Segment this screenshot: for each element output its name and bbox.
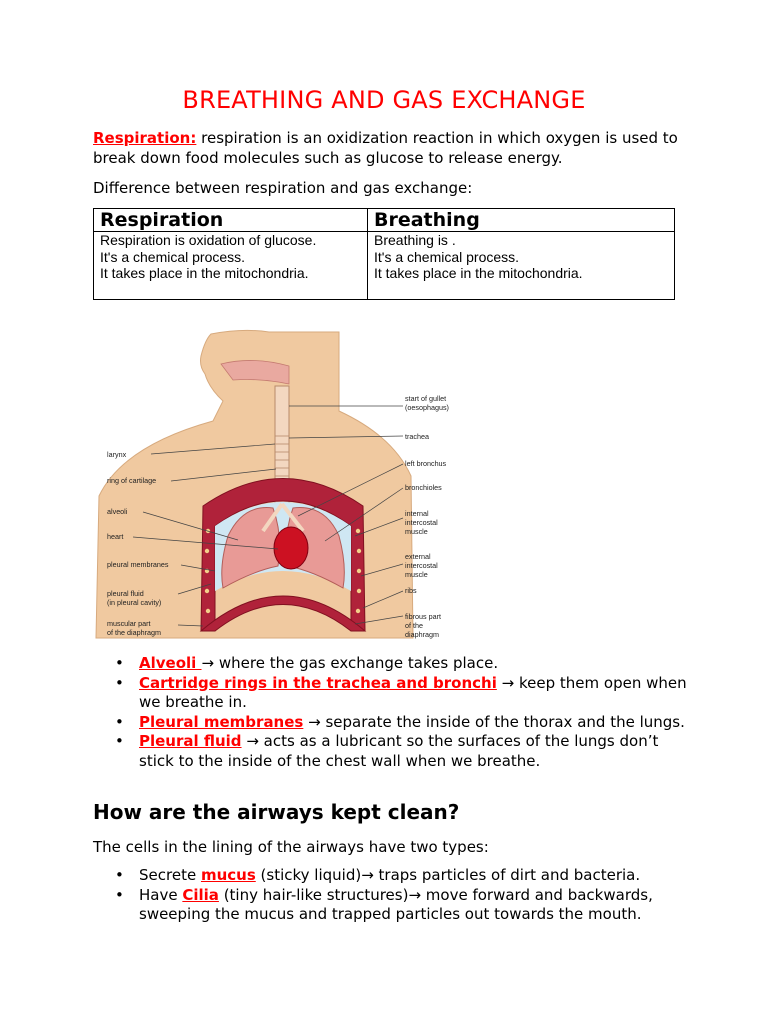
table-cell-line: Breathing is . bbox=[374, 232, 456, 248]
list-item bbox=[93, 674, 693, 713]
table-cell-line: It's a chemical process. bbox=[100, 248, 246, 265]
table-header-breathing: Breathing bbox=[368, 209, 675, 232]
bullet-dot: • bbox=[115, 885, 124, 904]
list-item bbox=[93, 866, 693, 886]
label-fibrous-part: fibrous part bbox=[405, 612, 441, 621]
section-heading: How are the airways kept clean? bbox=[93, 800, 460, 824]
label-muscle-2: muscle bbox=[405, 570, 428, 579]
table-header-respiration: Respiration bbox=[94, 209, 368, 232]
arrow-icon: → bbox=[308, 712, 321, 731]
structure-bullet-list bbox=[93, 654, 693, 772]
label-muscular-part: muscular part bbox=[107, 619, 151, 628]
list-item bbox=[93, 732, 693, 771]
label-heart: heart bbox=[107, 532, 124, 541]
label-start-of-gullet: start of gullet bbox=[405, 394, 447, 403]
bullet-text: keep them open when we breathe in. bbox=[139, 673, 687, 712]
bullet-term: Pleural fluid bbox=[139, 732, 242, 751]
arrow-icon: → bbox=[201, 654, 215, 672]
table-cell-line: It takes place in the mitochondria. bbox=[374, 265, 583, 281]
bullet-text: (sticky liquid)→ traps particles of dirt and bacteria. bbox=[255, 866, 641, 884]
label-bronchioles: bronchioles bbox=[405, 483, 442, 492]
bullet-text: (tiny hair-like structures)→ move forward and backwards, sweeping the mucus and trapped particles out towards the mouth. bbox=[139, 885, 653, 924]
list-item bbox=[93, 886, 693, 925]
intro-text: respiration is an oxidization reaction in which oxygen is used to break down food molecules such as glucose to release energy. bbox=[93, 129, 678, 167]
label-pleural-cavity: (in pleural cavity) bbox=[107, 598, 162, 607]
difference-heading: Difference between respiration and gas exchange: bbox=[93, 179, 473, 197]
section-intro: The cells in the lining of the airways have two types: bbox=[93, 838, 489, 856]
bullet-dot: • bbox=[115, 732, 124, 751]
label-internal: internal bbox=[405, 509, 429, 518]
label-alveoli: alveoli bbox=[107, 507, 128, 516]
cleaning-bullet-list bbox=[93, 866, 693, 925]
label-oesophagus: (oesophagus) bbox=[405, 403, 449, 412]
table-row bbox=[94, 232, 675, 300]
comparison-table bbox=[93, 208, 675, 300]
bullet-dot: • bbox=[115, 673, 124, 692]
bullet-term: Alveoli bbox=[139, 654, 202, 672]
bullet-term: Cartridge rings in the trachea and bronchi bbox=[139, 673, 497, 692]
label-intercostal-2: intercostal bbox=[405, 561, 438, 570]
label-pleural-membranes: pleural membranes bbox=[107, 560, 169, 569]
intro-paragraph bbox=[93, 128, 693, 168]
bullet-dot: • bbox=[115, 654, 124, 672]
label-trachea: trachea bbox=[405, 432, 429, 441]
label-ring-of-cartilage: ring of cartilage bbox=[107, 476, 157, 485]
list-item bbox=[93, 654, 693, 674]
list-item bbox=[93, 713, 693, 733]
bullet-term: mucus bbox=[200, 866, 256, 884]
label-muscle-1: muscle bbox=[405, 527, 428, 536]
label-left-bronchus: left bronchus bbox=[405, 459, 447, 468]
arrow-icon: → bbox=[246, 732, 259, 751]
table-cell-respiration bbox=[94, 232, 368, 300]
label-intercostal-1: intercostal bbox=[405, 518, 438, 527]
heart bbox=[274, 527, 308, 569]
page-title: BREATHING AND GAS EXCHANGE bbox=[182, 86, 586, 114]
label-pleural-fluid: pleural fluid bbox=[107, 589, 144, 598]
label-diaphragm: diaphragm bbox=[405, 630, 439, 639]
label-external: external bbox=[405, 552, 431, 561]
table-cell-line: It's a chemical process. bbox=[374, 248, 520, 265]
table-cell-breathing bbox=[368, 232, 675, 300]
table-cell-line: It takes place in the mitochondria. bbox=[100, 265, 309, 281]
bullet-text: where the gas exchange takes place. bbox=[214, 654, 499, 672]
bullet-text: acts as a lubricant so the surfaces of the lungs don’t stick to the inside of the chest wall when we breathe. bbox=[139, 732, 659, 770]
table-header-row bbox=[94, 209, 675, 232]
respiration-label: Respiration: bbox=[93, 129, 197, 147]
label-ribs: ribs bbox=[405, 586, 417, 595]
arrow-icon: → bbox=[501, 673, 515, 692]
bullet-dot: • bbox=[115, 712, 124, 731]
bullet-dot: • bbox=[115, 866, 124, 884]
label-of-the: of the bbox=[405, 621, 423, 630]
bullet-term: Pleural membranes bbox=[139, 712, 304, 731]
bullet-prefix: Secrete bbox=[139, 866, 201, 884]
table-cell-line: Respiration is oxidation of glucose. bbox=[100, 232, 317, 248]
bullet-term: Cilia bbox=[182, 885, 219, 904]
label-larynx: larynx bbox=[107, 450, 127, 459]
bullet-text: separate the inside of the thorax and the lungs. bbox=[320, 712, 685, 731]
bullet-prefix: Have bbox=[139, 885, 183, 904]
respiratory-system-diagram bbox=[93, 326, 463, 641]
label-of-the-diaphragm: of the diaphragm bbox=[107, 628, 161, 637]
